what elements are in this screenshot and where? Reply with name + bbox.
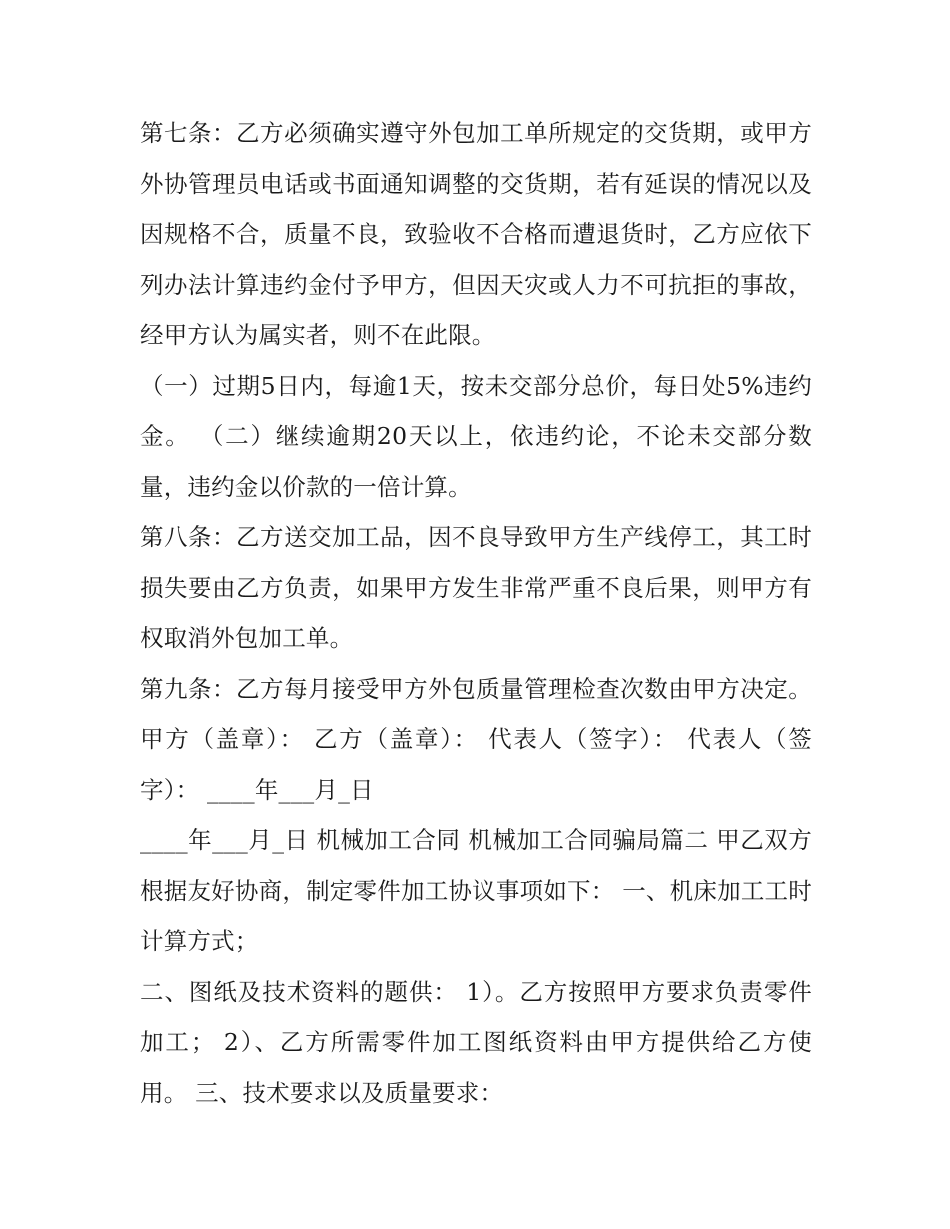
- paragraph-contract-2-intro: ____年___月_日 机械加工合同 机械加工合同骗局篇二 甲乙双方根据友好协商，制定零件加工协议事项如下： 一、机床加工工时计算方式；: [140, 826, 812, 955]
- paragraph-penalty-terms: （一）过期5日内，每逾1天，按未交部分总价，每日处5%违约金。 （二）继续逾期20天以上，依违约论，不论未交部分数量，违约金以价款的一倍计算。: [140, 371, 812, 501]
- paragraph-article-8: 第八条：乙方送交加工品，因不良导致甲方生产线停工，其工时损失要由乙方负责，如果甲方发生非常严重不良后果，则甲方有权取消外包加工单。: [140, 523, 812, 652]
- paragraph-drawings-and-requirements: 二、图纸及技术资料的题供： 1）。乙方按照甲方要求负责零件加工； 2）、乙方所需零件加工图纸资料由甲方提供给乙方使用。 三、技术要求以及质量要求：: [140, 977, 812, 1107]
- document-body: [140, 108, 812, 1118]
- paragraph-article-7: 第七条：乙方必须确实遵守外包加工单所规定的交货期，或甲方外协管理员电话或书面通知调整的交货期，若有延误的情况以及因规格不合，质量不良，致验收不合格而遭退货时，乙方应依下列办法计算违约金付予甲方，但因天灾或人力不可抗拒的事故，经甲方认为属实者，则不在此限。: [140, 119, 812, 349]
- paragraph-article-9-signatures: 第九条：乙方每月接受甲方外包质量管理检查次数由甲方决定。 甲方（盖章）： 乙方（盖章）： 代表人（签字）： 代表人（签字）： ____年___月_日: [140, 674, 812, 804]
